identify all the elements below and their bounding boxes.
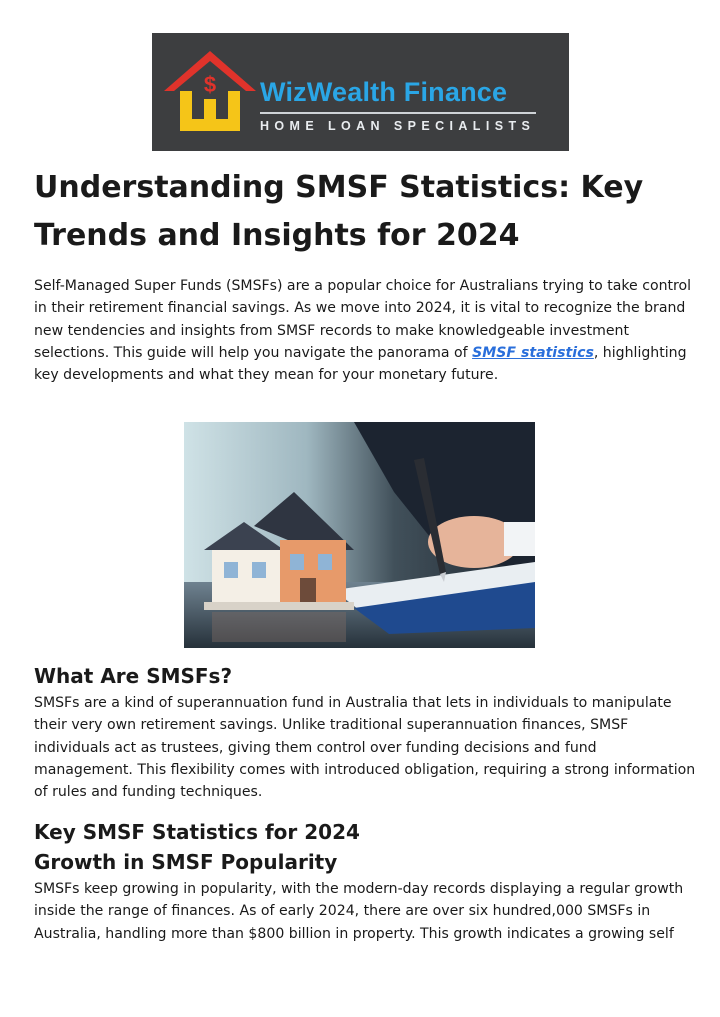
svg-text:$: $: [203, 72, 217, 97]
section-heading-key-statistics: Key SMSF Statistics for 2024: [34, 820, 360, 844]
section-body-what-are-smsfs: SMSFs are a kind of superannuation fund in Australia that lets in individuals to manipulate their very own retirement savings. Unlike traditional superannuation finances, SMSF individuals act as trustees, giving them control over funding decisions and fund management. This flexibility comes with introduced obligation, requiring a strong information of rules and funding techniques.: [34, 695, 696, 801]
intro-text-after: , highlighting key developments and what they mean for your monetary future.: [34, 344, 687, 384]
section-body-growth: SMSFs keep growing in popularity, with the modern-day records displaying a regular growth inside the range of finances. As of early 2024, there are over six hundred,000 SMSFs in Australia, handling more than $800 billion in property. This growth indicates a growing self: [34, 881, 684, 942]
house-model-signing-photo: [184, 422, 535, 648]
house-dollar-logo-icon: [164, 47, 256, 139]
smsf-statistics-link[interactable]: SMSF statistics: [472, 344, 594, 361]
intro-text-before: Self-Managed Super Funds (SMSFs) are a popular choice for Australians trying to take control in their retirement financial savings. As we move into 2024, it is vital to recognize the brand new tendencies and insights from SMSF records to make knowledgeable investment selections. This guide will help you navigate the panorama of: [34, 278, 692, 361]
intro-paragraph: [34, 275, 699, 386]
logo-tagline: HOME LOAN SPECIALISTS: [260, 119, 536, 133]
section-heading-what-are-smsfs: What Are SMSFs?: [34, 664, 233, 688]
logo-divider: [260, 112, 536, 114]
company-logo: [152, 33, 569, 151]
logo-brand-name: WizWealth Finance: [260, 77, 508, 107]
section-heading-growth: Growth in SMSF Popularity: [34, 850, 338, 874]
page-title: Understanding SMSF Statistics: Key Trends and Insights for 2024: [34, 170, 644, 253]
